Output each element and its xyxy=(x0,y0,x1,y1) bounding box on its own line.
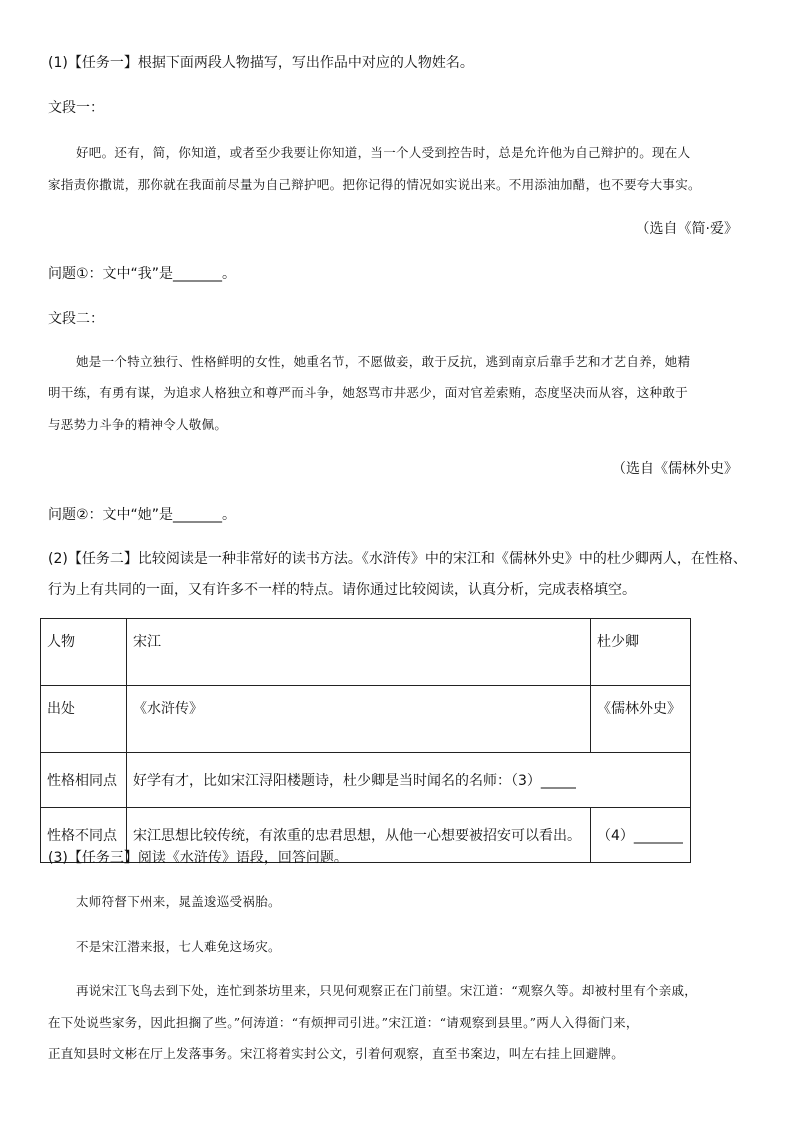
table-row xyxy=(41,619,691,686)
passage3-line: 再说宋江飞鸟去到下处，连忙到茶坊里来，只见何观察正在门前望。宋江道：“观察久等。却被村里有个亲戚， xyxy=(76,983,698,998)
table-cell: 杜少卿 xyxy=(591,619,691,686)
table-cell: 好学有才，比如宋江浔阳楼题诗，杜少卿是当时闻名的名师：（3）_____ xyxy=(127,753,691,808)
table-cell: 《儒林外史》 xyxy=(591,686,691,753)
table-cell: （4）_______ xyxy=(591,808,691,863)
passage3-line: 正直知县时文彬在厅上发落事务。宋江将着实封公文，引着何观察，直至书案边，叫左右挂上回避牌。 xyxy=(48,1046,625,1061)
poem-line: 不是宋江潜来报，七人难免这场灾。 xyxy=(76,939,281,954)
table-cell: 性格相同点 xyxy=(41,753,127,808)
task2-heading: (2)【任务二】比较阅读是一种非常好的读书方法。《水浒传》中的宋江和《儒林外史》中的杜少卿两人，在性格、 xyxy=(48,551,747,567)
table-cell: 出处 xyxy=(41,686,127,753)
table-cell: 宋江思想比较传统，有浓重的忠君思想，从他一心想要被招安可以看出。 xyxy=(127,808,591,863)
question-1: 问题①：文中“我”是_______。 xyxy=(48,266,237,282)
question-2: 问题②：文中“她”是_______。 xyxy=(48,507,237,523)
passage2-line: 与恶势力斗争的精神令人敬佩。 xyxy=(48,417,228,432)
table-row xyxy=(41,753,691,808)
passage1-source: （选自《简·爱》 xyxy=(635,221,738,237)
table-cell: 《水浒传》 xyxy=(127,686,591,753)
passage2-source: （选自《儒林外史》 xyxy=(612,461,738,477)
poem-line: 太师符督下州来，晁盖逡巡受祸胎。 xyxy=(76,894,281,909)
comparison-table xyxy=(40,618,691,863)
table-row xyxy=(41,686,691,753)
passage1-label: 文段一： xyxy=(48,100,104,116)
table-cell: 宋江 xyxy=(127,619,591,686)
task2-heading-line2: 行为上有共同的一面，又有许多不一样的特点。请你通过比较阅读，认真分析，完成表格填空。 xyxy=(48,582,636,598)
passage2-label: 文段二： xyxy=(48,311,104,327)
passage2-line: 她是一个特立独行、性格鲜明的女性，她重名节，不愿做妾，敢于反抗，逃到南京后靠手艺和才艺自养，她精 xyxy=(76,354,691,369)
task3-heading: (3)【任务三】阅读《水浒传》语段，回答问题。 xyxy=(48,850,348,866)
task1-heading: (1)【任务一】根据下面两段人物描写，写出作品中对应的人物姓名。 xyxy=(48,55,474,71)
passage1-line: 好吧。还有，简，你知道，或者至少我要让你知道，当一个人受到控告时，总是允许他为自己辩护的。现在人 xyxy=(76,145,691,160)
passage3-line: 在下处说些家务，因此担搁了些。”何涛道：“有烦押司引进。”宋江道：“请观察到县里。”两人入得衙门来， xyxy=(48,1015,639,1030)
table-cell: 人物 xyxy=(41,619,127,686)
table-cell: 性格不同点 xyxy=(41,808,127,863)
passage2-line: 明干练，有勇有谋，为追求人格独立和尊严而斗争，她怒骂市井恶少，面对官差索贿，态度坚决而从容，这种敢于 xyxy=(48,385,689,400)
passage1-line: 家指责你撒谎，那你就在我面前尽量为自己辩护吧。把你记得的情况如实说出来。不用添油加醋，也不要夸大事实。 xyxy=(48,177,701,192)
